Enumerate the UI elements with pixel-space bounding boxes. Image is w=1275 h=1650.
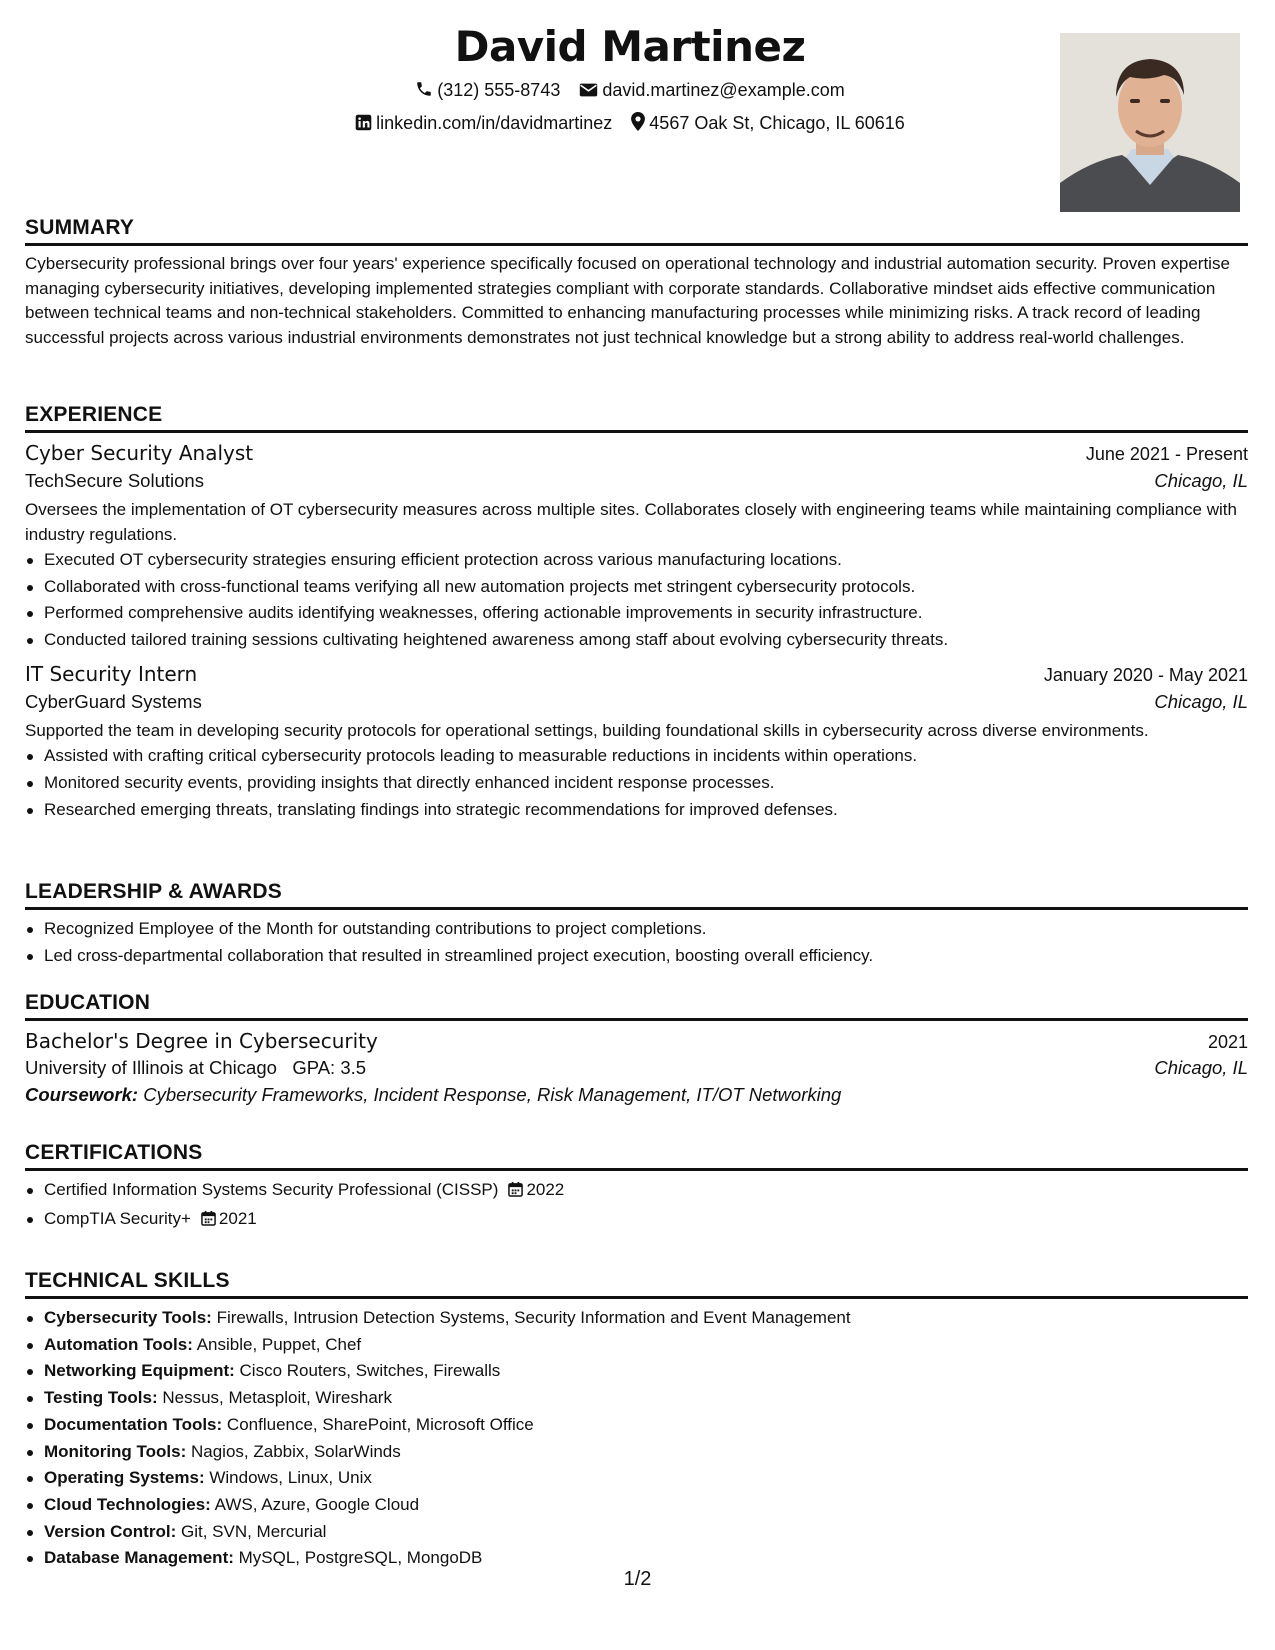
job-bullet: Assisted with crafting critical cybersecurity protocols leading to measurable reductions in incidents within operations. [44,743,1248,770]
job-bullets [25,547,1248,654]
page-number: 1/2 [623,1568,652,1590]
map-pin-icon [631,112,645,136]
envelope-icon [579,82,598,103]
skill-value: MySQL, PostgreSQL, MongoDB [238,1548,483,1568]
profile-photo [1060,33,1240,212]
skill-item [44,1492,1248,1519]
degree-title: Bachelor's Degree in Cybersecurity [25,1029,378,1053]
skill-value: Confluence, SharePoint, Microsoft Office [226,1414,534,1434]
calendar-icon [508,1179,523,1206]
school-location: Chicago, IL [1154,1057,1248,1078]
certification-item [44,1206,1248,1235]
job-entry [25,441,1248,654]
job-bullet: Collaborated with cross-functional teams verifying all new automation projects met stringent cybersecurity protocols. [44,574,1248,601]
skill-label: Cybersecurity Tools: [44,1308,212,1327]
leadership-item: Led cross-departmental collaboration that resulted in streamlined project execution, boosting overall efficiency. [44,943,1248,970]
skill-label: Networking Equipment: [44,1361,235,1381]
linkedin-text[interactable]: linkedin.com/in/davidmartinez [376,113,613,133]
linkedin-icon [355,114,372,136]
leadership-list [25,916,1248,969]
job-company: CyberGuard Systems [25,690,202,712]
phone-text[interactable]: (312) 555-8743 [437,80,561,100]
calendar-icon [201,1208,216,1235]
skill-value: Ansible, Puppet, Chef [196,1334,362,1354]
job-location: Chicago, IL [1154,470,1248,491]
job-bullet: Researched emerging threats, translating findings into strategic recommendations for improved defenses. [44,797,1248,824]
skill-label: Documentation Tools: [44,1414,223,1434]
job-title: IT Security Intern [25,661,198,686]
certifications-heading: CERTIFICATIONS [25,1141,1248,1171]
coursework-line [25,1084,1248,1106]
education-section [25,991,1248,1106]
job-bullet: Monitored security events, providing insights that directly enhanced incident response processes. [44,770,1248,797]
phone-icon [415,80,433,103]
skill-label: Monitoring Tools: [44,1441,187,1461]
job-location: Chicago, IL [1154,690,1248,712]
job-entry [25,662,1248,824]
coursework-label: Coursework: [25,1084,139,1105]
skill-item [44,1412,1248,1439]
leadership-heading: LEADERSHIP & AWARDS [25,880,1248,910]
address-contact [631,112,905,136]
candidate-name: David Martinez [454,22,806,71]
skill-value: Git, SVN, Mercurial [180,1521,327,1541]
job-bullet: Executed OT cybersecurity strategies ensuring efficient protection across various manufacturing locations. [44,547,1248,574]
summary-text: Cybersecurity professional brings over four years' experience specifically focused on operational technology and industrial automation security. Proven expertise managing cybersecurity initiatives, developing implemented strategies compliant with corporate standards. Collaborative mindset aids effective communication between technical teams and non-technical stakeholders. Committed to enhancing manufacturing processes while minimizing risks. A track record of leading successful projects across various industrial environments demonstrates not just technical knowledge but a strong ability to address real-world challenges. [25,254,1230,347]
skill-item [44,1439,1248,1466]
certification-year: 2022 [526,1180,565,1199]
skills-list [25,1305,1248,1572]
job-bullets [25,743,1248,823]
skill-label: Testing Tools: [44,1388,158,1408]
skill-label: Operating Systems: [44,1468,205,1488]
certification-name: Certified Information Systems Security Professional (CISSP) [44,1180,499,1199]
certification-year: 2021 [218,1208,257,1228]
skill-value: Windows, Linux, Unix [209,1468,372,1488]
job-description: Supported the team in developing security protocols for operational settings, building foundational skills in cybersecurity across diverse environments. [25,720,1149,740]
skill-value: Cisco Routers, Switches, Firewalls [239,1361,501,1381]
phone-contact [415,80,560,103]
certifications-list [25,1177,1248,1234]
skill-item [44,1358,1248,1385]
school-name: University of Illinois at Chicago [25,1057,277,1078]
skills-heading: TECHNICAL SKILLS [25,1269,1248,1299]
skill-value: AWS, Azure, Google Cloud [214,1494,420,1514]
skill-value: Nagios, Zabbix, SolarWinds [191,1441,401,1461]
job-bullet: Conducted tailored training sessions cultivating heightened awareness among staff about evolving cybersecurity threats. [44,627,1248,654]
summary-heading: SUMMARY [25,216,1248,246]
linkedin-contact [355,113,612,136]
job-dates: June 2021 - Present [1085,444,1248,464]
email-contact [579,80,844,103]
skill-value: Nessus, Metasploit, Wireshark [162,1388,392,1408]
email-text[interactable]: david.martinez@example.com [602,80,845,100]
certification-item [44,1177,1248,1206]
graduation-year: 2021 [1207,1032,1248,1052]
leadership-item: Recognized Employee of the Month for outstanding contributions to project completions. [44,916,1248,943]
gpa: GPA: 3.5 [292,1057,367,1078]
job-dates: January 2020 - May 2021 [1043,664,1248,685]
summary-section [25,216,1248,350]
certification-name: CompTIA Security+ [44,1208,191,1228]
skill-value: Firewalls, Intrusion Detection Systems, Security Information and Event Management [216,1308,851,1327]
job-description: Oversees the implementation of OT cybersecurity measures across multiple sites. Collaborates closely with engineering teams while maintaining compliance with industry regulations. [25,500,1237,544]
job-title: Cyber Security Analyst [25,441,254,465]
experience-section [25,403,1248,823]
skill-label: Database Management: [44,1548,234,1568]
coursework-list: Cybersecurity Frameworks, Incident Response, Risk Management, IT/OT Networking [143,1084,842,1105]
skill-item [44,1385,1248,1412]
certifications-section [25,1141,1248,1234]
education-heading: EDUCATION [25,991,1248,1021]
skills-section [25,1269,1248,1572]
experience-heading: EXPERIENCE [25,403,1248,433]
school-line [25,1057,366,1079]
address-text: 4567 Oak St, Chicago, IL 60616 [649,113,905,133]
leadership-section [25,880,1248,969]
skill-label: Automation Tools: [44,1334,193,1354]
job-company: TechSecure Solutions [25,470,204,491]
job-bullet: Performed comprehensive audits identifying weaknesses, offering actionable improvements in security infrastructure. [44,600,1248,627]
skill-item [44,1465,1248,1492]
skill-item [44,1519,1248,1546]
skill-item [44,1332,1248,1359]
skill-label: Cloud Technologies: [44,1494,211,1514]
skill-item [44,1305,1248,1332]
skill-label: Version Control: [44,1521,177,1541]
